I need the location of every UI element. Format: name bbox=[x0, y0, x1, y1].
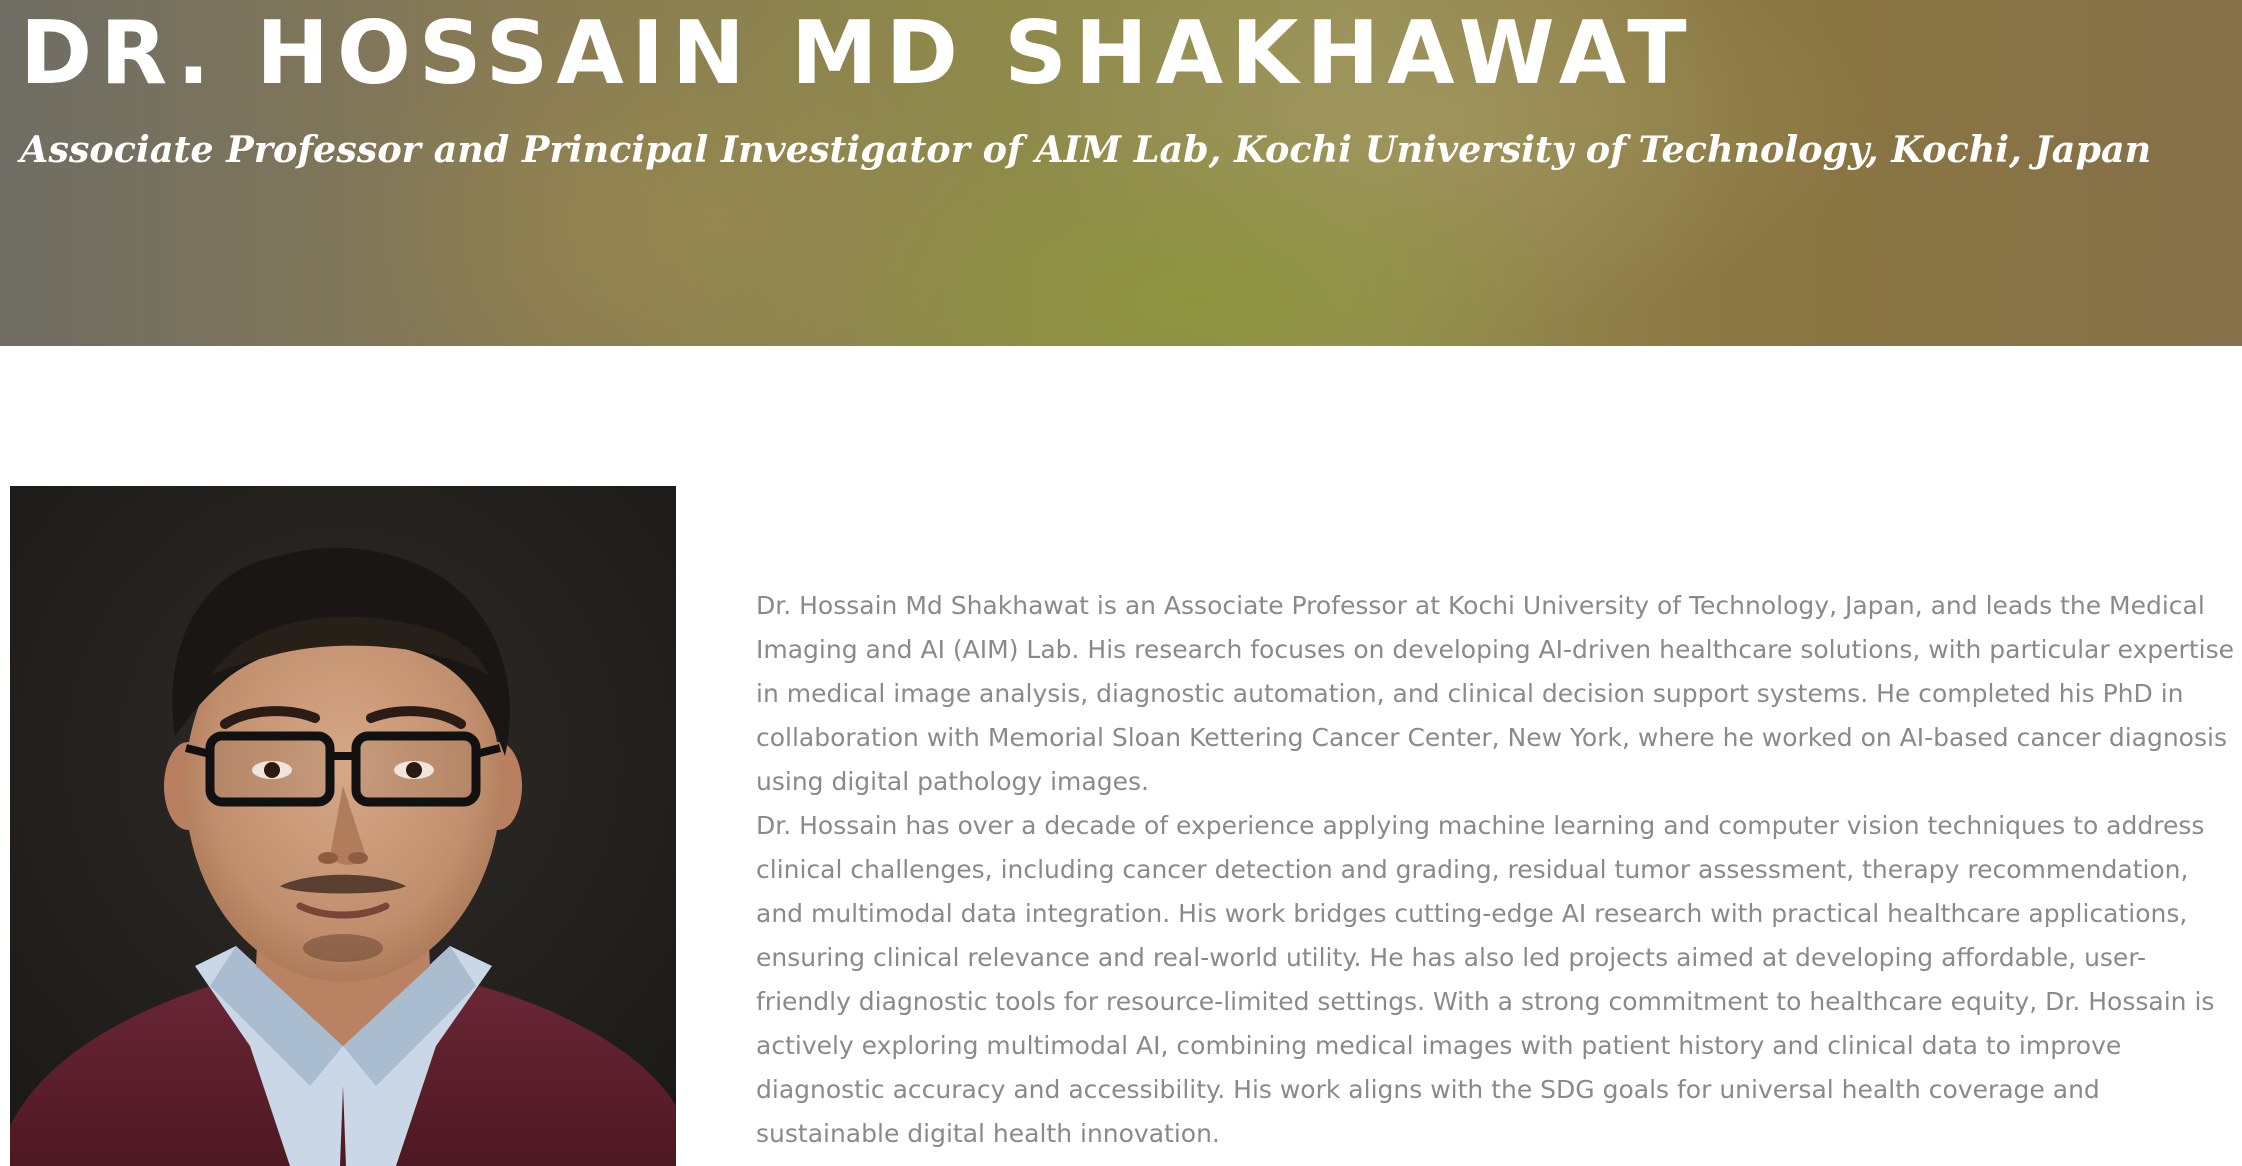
page-subtitle: Associate Professor and Principal Investigator of AIM Lab, Kochi University of Technology, Kochi, Japan bbox=[20, 128, 2152, 171]
hero-banner bbox=[0, 0, 2242, 346]
profile-photo bbox=[10, 486, 676, 1166]
bio-paragraph-1: Dr. Hossain Md Shakhawat is an Associate Professor at Kochi University of Technology, Japan, and leads the Medical Imaging and AI (AIM) Lab. His research focuses on developing AI-driven healthcare solutions, with particular expertise in medical image analysis, diagnostic automation, and clinical decision support systems. He completed his PhD in collaboration with Memorial Sloan Kettering Cancer Center, New York, where he worked on AI-based cancer diagnosis using digital pathology images. bbox=[756, 591, 2234, 796]
page-title: DR. HOSSAIN MD SHAKHAWAT bbox=[20, 2, 1695, 104]
bio-section bbox=[756, 584, 2236, 1156]
bio-paragraph-2: Dr. Hossain has over a decade of experience applying machine learning and computer vision techniques to address clinical challenges, including cancer detection and grading, residual tumor assessment, therapy recommendation, and multimodal data integration. His work bridges cutting-edge AI research with practical healthcare applications, ensuring clinical relevance and real-world utility. He has also led projects aimed at developing affordable, user-friendly diagnostic tools for resource-limited settings. With a strong commitment to healthcare equity, Dr. Hossain is actively exploring multimodal AI, combining medical images with patient history and clinical data to improve diagnostic accuracy and accessibility. His work aligns with the SDG goals for universal health coverage and sustainable digital health innovation. bbox=[756, 811, 2215, 1148]
